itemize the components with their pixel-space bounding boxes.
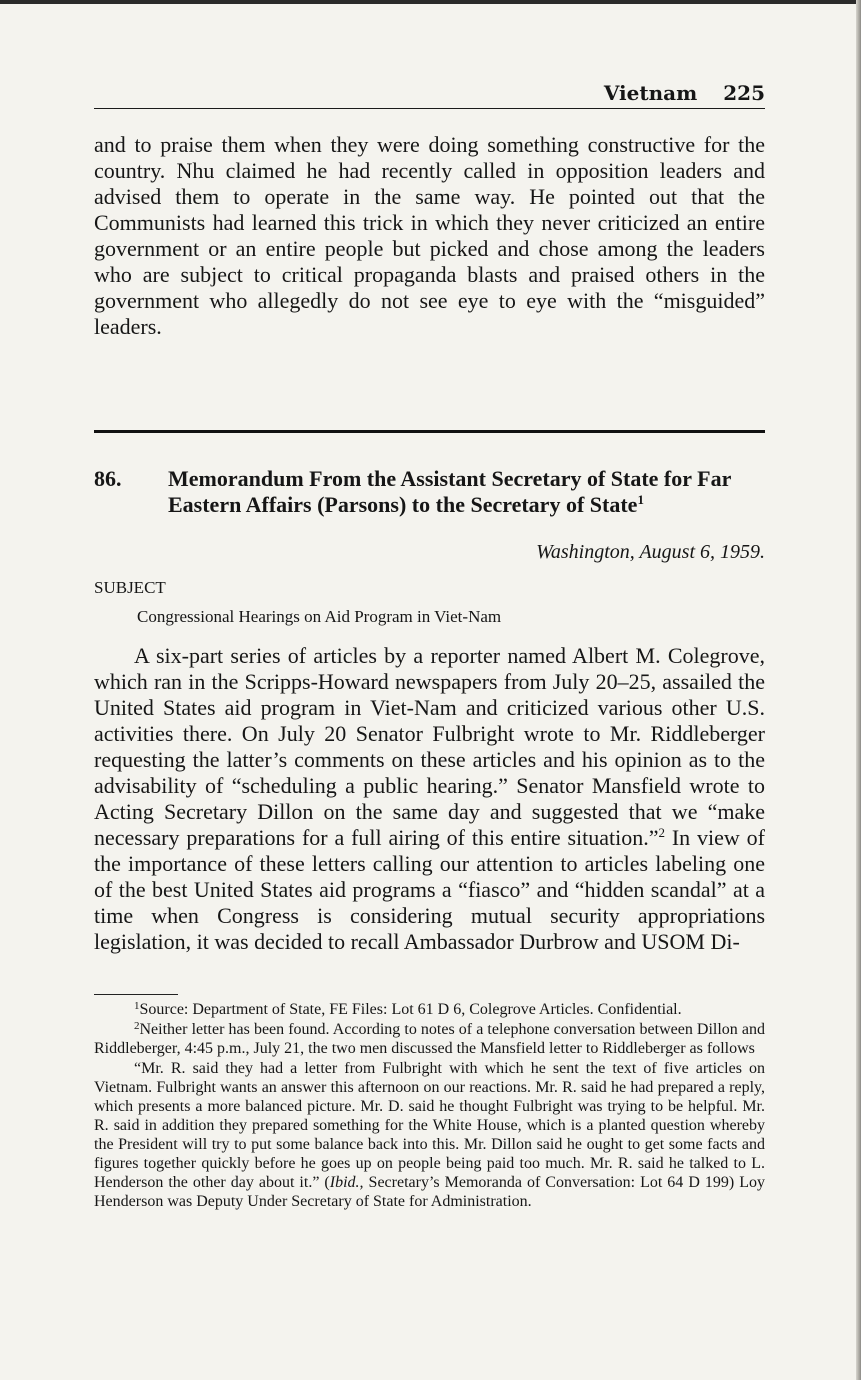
document-number: 86. bbox=[94, 466, 122, 491]
running-header bbox=[94, 80, 765, 109]
subject-label: SUBJECT bbox=[94, 578, 166, 597]
header-title: Vietnam bbox=[603, 81, 698, 105]
footnote-2-text: Neither letter has been found. According to notes of a telephone conversation between Dillon and Riddleberger, 4:45 p.m., July 21, the two men discussed the Mansfield letter to Riddleberger as follows bbox=[94, 1021, 765, 1057]
memo-body-part1: A six-part series of articles by a reporter named Albert M. Colegrove, which ran in the Scripps-Howard newspapers from July 20–25, assailed the United States aid program in Viet-Nam and criticized various other U.S. activities there. On July 20 Senator Fulbright wrote to Mr. Riddleberger requesting the latter’s comments on these articles and his opinion as to the advisability of “scheduling a public hearing.” Senator Mansfield wrote to Acting Secretary Dillon on the same day and suggested that we “make necessary preparations for a full airing of this entire situation.” bbox=[94, 643, 765, 850]
document-title bbox=[168, 466, 765, 518]
footnote-2-mark: 2 bbox=[134, 1020, 140, 1032]
footnotes-block bbox=[94, 1000, 765, 1212]
footnote-2-citation: Secretary’s Memoranda of Conversation: Lot 64 D 199) Loy Henderson was Deputy Under Secretary of State for Administration. bbox=[94, 1174, 765, 1210]
footnote-1-text: Source: Department of State, FE Files: Lot 61 D 6, Colegrove Articles. Confidential. bbox=[139, 1001, 682, 1018]
footnote-2-quote-text: “Mr. R. said they had a letter from Fulbright with which he sent the text of five articles on Vietnam. Fulbright wants an answer this afternoon on our reactions. Mr. R. said he had prepared a reply, which presents a more balanced picture. Mr. D. said he thought Fulbright was trying to be helpful. Mr. R. said in addition they prepared something for the White House, which is a planted question whereby the President will try to put some balance back into this. Mr. Dillon said he ought to get some facts and figures together quickly before he goes up on people being paid too much. Mr. R. said he talked to L. Henderson the other day about it.” ( bbox=[94, 1060, 765, 1191]
subject-line: Congressional Hearings on Aid Program in Viet-Nam bbox=[137, 607, 502, 626]
page-top-edge bbox=[0, 0, 861, 4]
footnote-divider bbox=[94, 994, 178, 995]
footnote-1 bbox=[94, 1000, 765, 1019]
continuation-paragraph: and to praise them when they were doing something constructive for the country. Nhu claimed he had recently called in opposition leaders and advised them to operate in the same way. He pointed out that the Communists had learned this trick in which they never criticized an entire government or an entire people but picked and chose among the leaders who are subject to critical propaganda blasts and praised others in the government who allegedly do not see eye to eye with the “misguided” leaders. bbox=[94, 132, 765, 339]
footnote-2-quote bbox=[94, 1059, 765, 1211]
footnote-2-ibid: Ibid., bbox=[329, 1174, 364, 1191]
footnote-2 bbox=[94, 1020, 765, 1058]
section-divider bbox=[94, 430, 765, 433]
document-dateline: Washington, August 6, 1959. bbox=[536, 541, 765, 563]
page-right-edge bbox=[856, 0, 861, 1380]
footnote-ref-1[interactable]: 1 bbox=[637, 492, 644, 507]
memo-body-part2: In view of the importance of these letters calling our attention to articles labeling one of the best United States aid programs a “fiasco” and “hidden scandal” at a time when Congress is considering mutual security appropriations legislation, it was decided to recall Ambassador Durbrow and USOM Di- bbox=[94, 825, 765, 954]
page-number: 225 bbox=[723, 81, 765, 105]
document-title-text: Memorandum From the Assistant Secretary of State for Far Eastern Affairs (Parsons) to the Secretary of State bbox=[168, 466, 731, 517]
footnote-ref-2[interactable]: 2 bbox=[658, 825, 665, 840]
footnote-1-mark: 1 bbox=[134, 1000, 140, 1012]
memo-body-paragraph bbox=[94, 643, 765, 955]
